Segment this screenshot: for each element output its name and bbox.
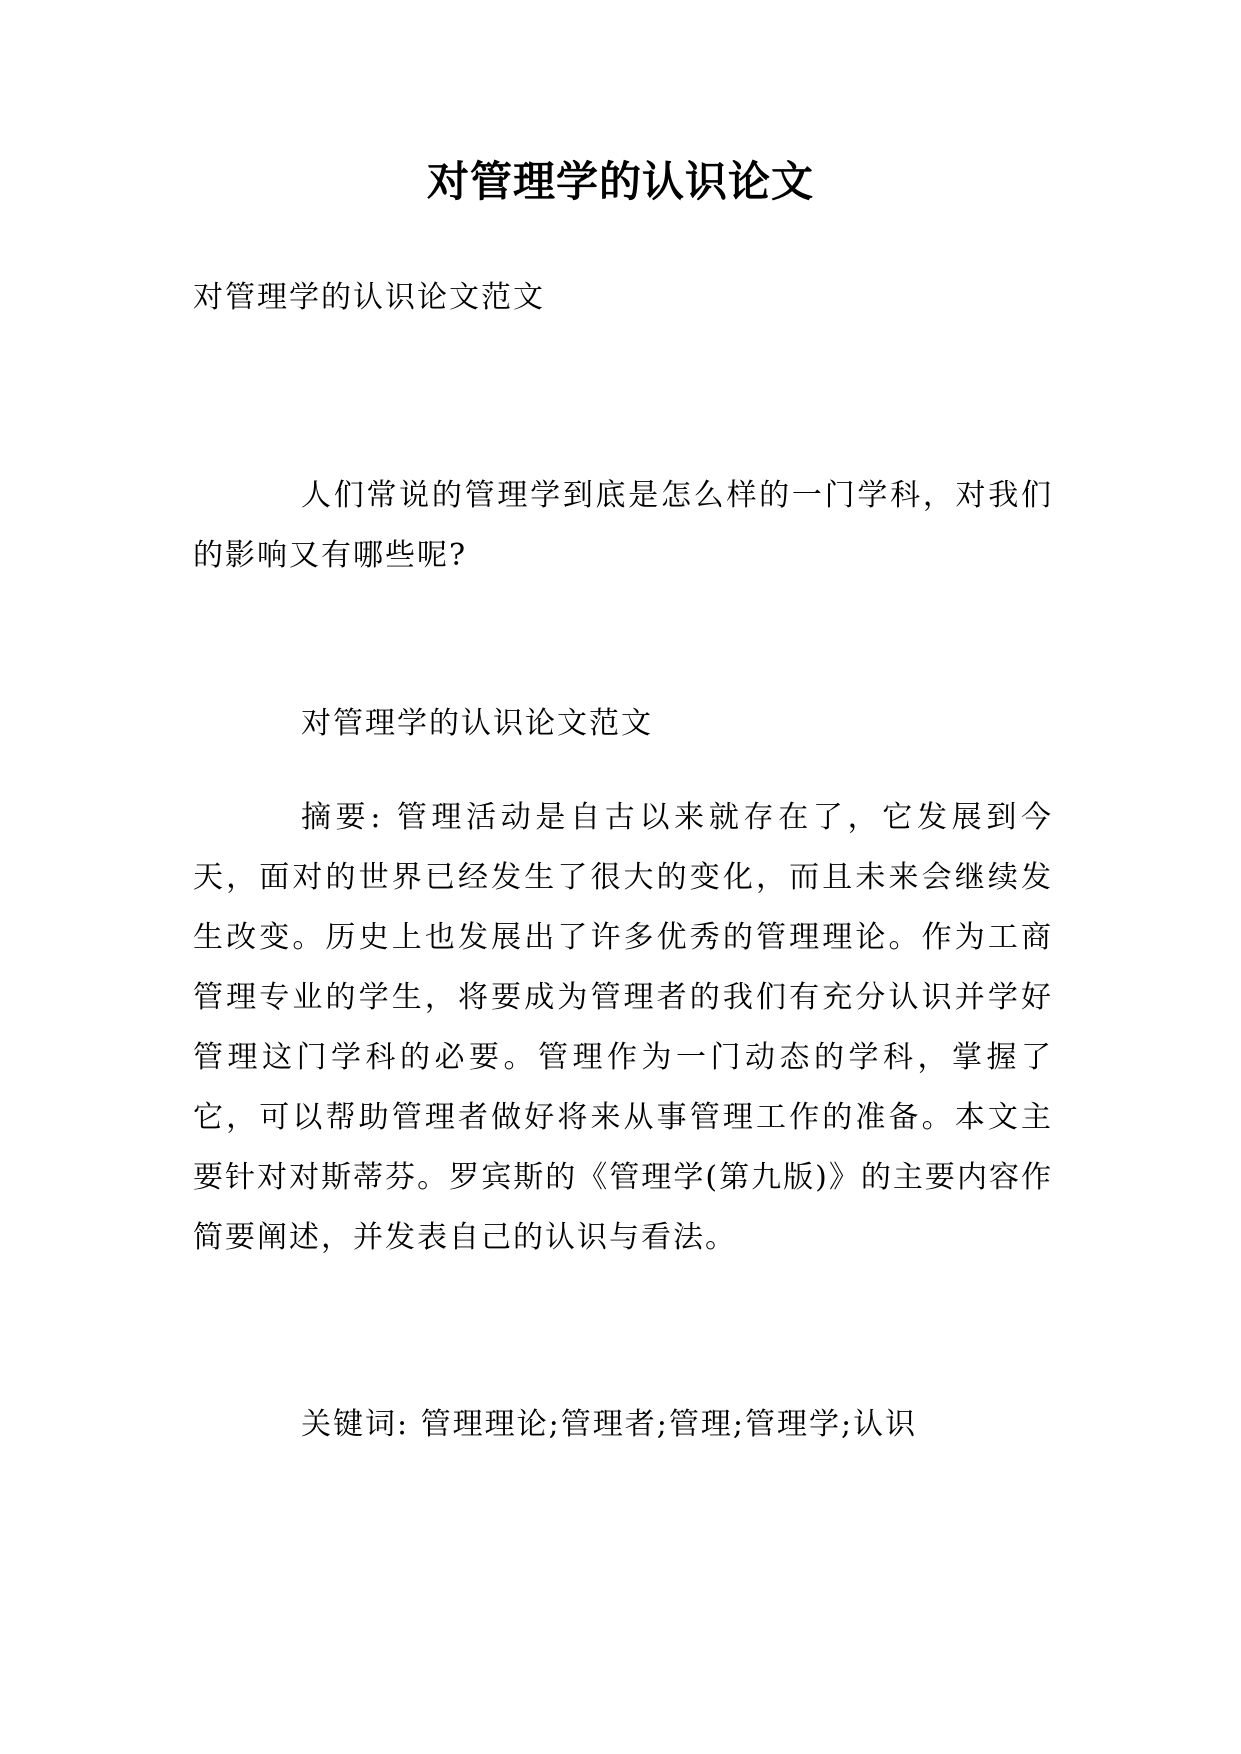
- keywords-text: 管理理论;管理者;管理;管理学;认识: [409, 1407, 918, 1442]
- keywords-label: 关键词:: [301, 1407, 410, 1442]
- keywords-paragraph: [193, 1395, 1053, 1455]
- abstract-paragraph: [193, 788, 1053, 1268]
- intro-paragraph: 人们常说的管理学到底是怎么样的一门学科，对我们的影响又有哪些呢?: [193, 478, 1053, 573]
- section-heading: 对管理学的认识论文范文: [301, 706, 653, 741]
- document-subtitle: 对管理学的认识论文范文: [193, 280, 545, 315]
- document-title: 对管理学的认识论文: [426, 157, 814, 206]
- abstract-label: 摘要:: [301, 800, 383, 835]
- abstract-text: 管理活动是自古以来就存在了，它发展到今天，面对的世界已经发生了很大的变化，而且未来会继续发生改变。历史上也发展出了许多优秀的管理理论。作为工商管理专业的学生，将要成为管理者的我们有充分认识并学好管理这门学科的必要。管理作为一门动态的学科，掌握了它，可以帮助管理者做好将来从事管理工作的准备。本文主要针对对斯蒂芬。罗宾斯的《管理学(第九版)》的主要内容作简要阐述，并发表自己的认识与看法。: [193, 800, 1053, 1255]
